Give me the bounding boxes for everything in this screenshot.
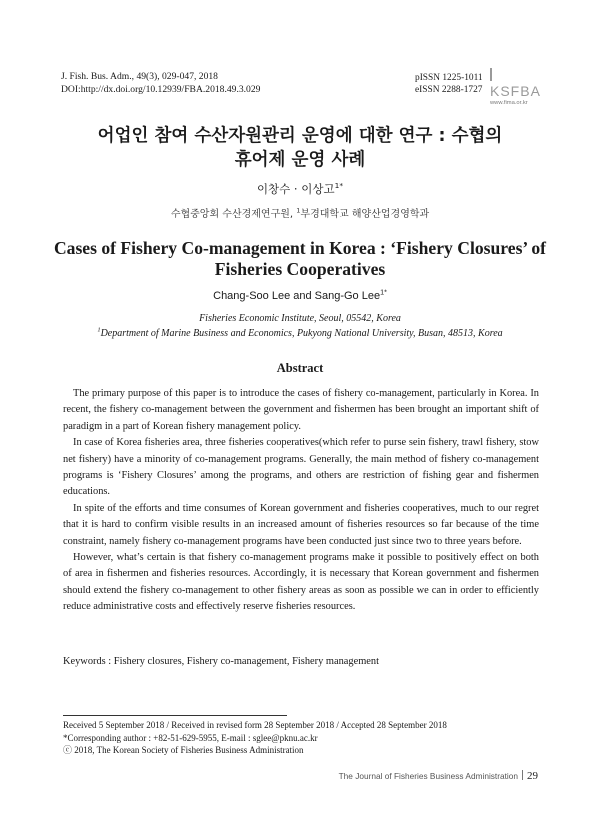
footer-separator — [522, 770, 523, 780]
english-authors — [0, 290, 600, 302]
abstract-paragraph: In case of Korea fisheries area, three fisheries cooperatives(which refer to purse sein fishery, trawl fishery, stow net fishery) have a minority of co-management programs. Generally, the main method of fishery co-management programs is ‘Fishery Closures’ among the programs, and others are restriction of fishing gear and fishermen educations. — [63, 437, 539, 498]
english-author-names: Chang-Soo Lee and Sang-Go Lee — [213, 290, 381, 302]
korean-title-line-1: 어업인 참여 수산자원관리 운영에 대한 연구 : 수협의 — [97, 126, 503, 146]
corresponding-author: *Corresponding author : +82-51-629-5955, E-mail : sglee@pknu.ac.kr — [63, 732, 318, 743]
copyright-notice: ⓒ 2018, The Korean Society of Fisheries Business Administration — [63, 745, 304, 756]
pissn: pISSN 1225-1011 — [415, 73, 483, 83]
abstract-paragraph: The primary purpose of this paper is to introduce the cases of fishery co-management, particularly in Korea. In recent, the fishery co-management between the government and fishermen has been brought an important shift of paradigm in a part of Korean fishery management policy. — [63, 388, 539, 432]
page-footer — [339, 770, 538, 782]
english-author-mark: 1* — [380, 288, 387, 297]
society-logo — [490, 67, 542, 106]
journal-volume-line: J. Fish. Bus. Adm., 49(3), 029-047, 2018 — [61, 71, 218, 82]
korean-title-line-2: 휴어제 운영 사례 — [234, 150, 366, 170]
received-dates: Received 5 September 2018 / Received in revised form 28 September 2018 / Accepted 28 September 2018 — [63, 720, 447, 730]
english-affil-2-line — [0, 326, 600, 341]
english-affil-2: Department of Marine Business and Economics, Pukyong National University, Busan, 48513, Korea — [100, 328, 503, 339]
logo-bar-icon — [490, 68, 492, 81]
abstract-paragraph: However, what’s certain is that fishery co-management programs make it possible to positively effect on both of area in fishermen and fisheries resources. Accordingly, it is necessary that Korean government and fishermen should extend the fishery co-management to other fishery areas as soon as possible we can in order to efficiently reduce administrative costs and effectively reserve fisheries resources. — [63, 552, 539, 613]
english-title — [0, 238, 600, 280]
abstract-heading: Abstract — [276, 361, 324, 375]
english-title-line-1: Cases of Fishery Co-management in Korea : ‘Fishery Closures’ of — [53, 238, 547, 258]
abstract-body — [63, 386, 539, 616]
doi-link[interactable]: DOI:http://dx.doi.org/10.12939/FBA.2018.49.3.029 — [61, 84, 261, 95]
footnote-divider — [63, 715, 287, 716]
issn-block — [415, 72, 483, 96]
abstract-paragraph: In spite of the efforts and time consumes of Korean government and fisheries cooperatives, much to our regret that it is hard to confirm visible results in an increased amount of fisheries resources so far because of the time constraint, namely fishery co-management programs have been conducted just since two to three years before. — [63, 502, 539, 547]
korean-affil-a: 수협중앙회 수산경제연구원, — [170, 209, 297, 220]
korean-author-names: 이창수 · 이상고 — [256, 182, 335, 196]
page-number: 29 — [527, 770, 538, 782]
journal-citation — [61, 70, 260, 96]
korean-author-mark: 1* — [334, 181, 344, 191]
keywords: Keywords : Fishery closures, Fishery co-management, Fishery management — [63, 656, 379, 667]
korean-affil-mark: 1 — [296, 206, 301, 215]
korean-title — [0, 124, 600, 172]
footer-journal-name: The Journal of Fisheries Business Administration — [338, 771, 518, 781]
logo-text: KSFBA — [490, 83, 541, 99]
english-affil-1: Fisheries Economic Institute, Seoul, 05542, Korea — [199, 313, 401, 324]
english-title-line-2: Fisheries Cooperatives — [214, 259, 386, 279]
english-affil-2-mark: 1 — [97, 326, 101, 334]
korean-authors — [0, 181, 600, 197]
korean-affil-b: 부경대학교 해양산업경영학과 — [300, 209, 430, 220]
eissn: eISSN 2288-1727 — [415, 85, 483, 95]
logo-url: www.fima.or.kr — [490, 100, 528, 106]
footnotes — [63, 719, 447, 757]
korean-affiliations — [0, 205, 600, 220]
english-affiliations — [0, 311, 600, 341]
